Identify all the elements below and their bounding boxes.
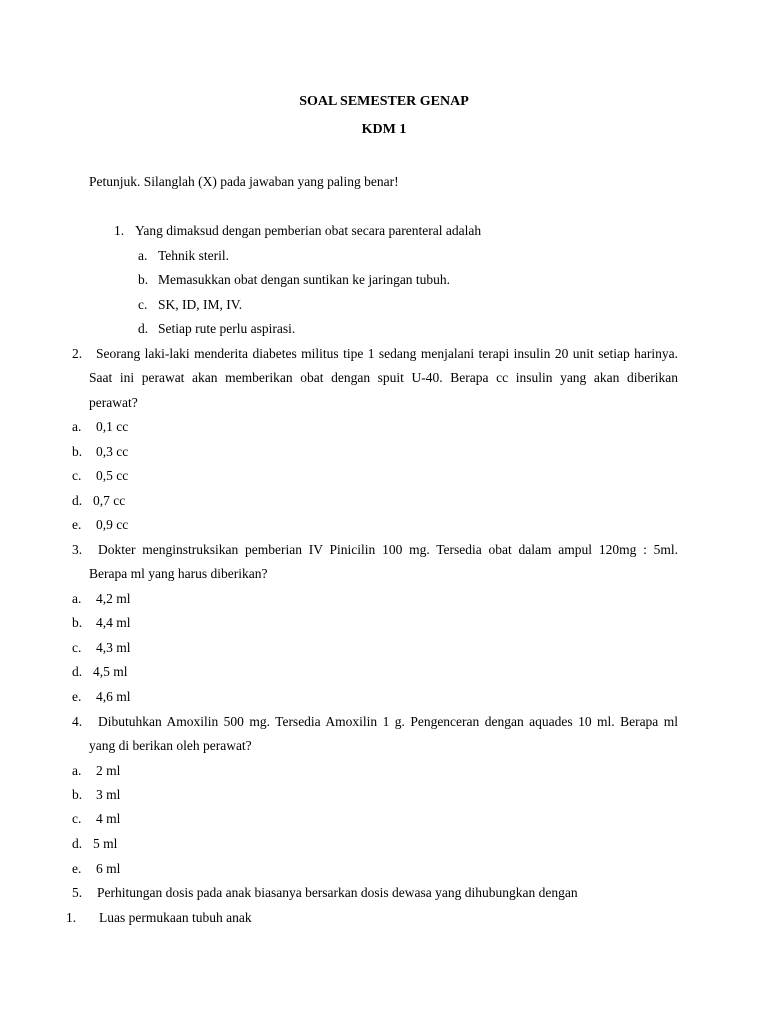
q3-option-letter: e. [72, 689, 82, 704]
q2-option-text: 0,1 cc [96, 419, 129, 434]
q2-option-text: 0,7 cc [93, 493, 126, 508]
q2-option-text: 0,3 cc [96, 444, 129, 459]
q2-text-line-3: perawat? [89, 395, 138, 410]
q3-option-letter: a. [72, 591, 82, 606]
q3-option-text: 4,2 ml [96, 591, 131, 606]
q1-number: 1. [114, 223, 125, 238]
q3-text-line-1: Dokter menginstruksikan pemberian IV Pinicilin 100 mg. Tersedia obat dalam ampul 120mg : 5ml. [98, 542, 678, 557]
page-title: SOAL SEMESTER GENAP [299, 94, 469, 109]
q1-option-letter: a. [138, 248, 148, 263]
q1-option-text: SK, ID, IM, IV. [158, 297, 243, 312]
q4-option-letter: e. [72, 861, 82, 876]
q4-option-text: 6 ml [96, 861, 121, 876]
q2-option-letter: a. [72, 419, 82, 434]
q1-option-letter: c. [138, 297, 148, 312]
q4-text-line-1: Dibutuhkan Amoxilin 500 mg. Tersedia Amoxilin 1 g. Pengenceran dengan aquades 10 ml. Berapa ml [98, 714, 678, 729]
q1-option-text: Memasukkan obat dengan suntikan ke jaringan tubuh. [158, 272, 451, 287]
q2-option-letter: d. [72, 493, 83, 508]
q3-number: 3. [72, 542, 83, 557]
q2-option-letter: b. [72, 444, 83, 459]
q4-option-text: 2 ml [96, 763, 121, 778]
q5-text: Perhitungan dosis pada anak biasanya bersarkan dosis dewasa yang dihubungkan dengan [97, 885, 578, 900]
q2-option-letter: c. [72, 468, 82, 483]
q4-option-text: 4 ml [96, 811, 121, 826]
q1-option-text: Setiap rute perlu aspirasi. [158, 321, 296, 336]
q4-text-line-2: yang di berikan oleh perawat? [89, 738, 252, 753]
page-subtitle: KDM 1 [361, 122, 407, 137]
q3-option-text: 4,3 ml [96, 640, 131, 655]
q1-text: Yang dimaksud dengan pemberian obat secara parenteral adalah [135, 223, 482, 238]
q1-option-text: Tehnik steril. [158, 248, 230, 263]
instruction-text: Petunjuk. Silanglah (X) pada jawaban yang paling benar! [89, 174, 399, 189]
q1-option-letter: d. [138, 321, 149, 336]
q4-option-text: 5 ml [93, 836, 118, 851]
q3-option-letter: c. [72, 640, 82, 655]
q4-option-letter: c. [72, 811, 82, 826]
q3-option-letter: d. [72, 664, 83, 679]
q3-option-text: 4,4 ml [96, 615, 131, 630]
q2-option-text: 0,9 cc [96, 517, 129, 532]
q4-number: 4. [72, 714, 83, 729]
q3-option-text: 4,6 ml [96, 689, 131, 704]
q4-option-letter: b. [72, 787, 83, 802]
q2-option-letter: e. [72, 517, 82, 532]
q2-option-text: 0,5 cc [96, 468, 129, 483]
q2-text-line-2: Saat ini perawat akan memberikan obat dengan spuit U-40. Berapa cc insulin yang akan diberikan [89, 370, 678, 385]
q3-option-text: 4,5 ml [93, 664, 128, 679]
q2-number: 2. [72, 346, 83, 361]
q4-option-letter: d. [72, 836, 83, 851]
q4-option-text: 3 ml [96, 787, 121, 802]
q1-option-letter: b. [138, 272, 149, 287]
q2-text-line-1: Seorang laki-laki menderita diabetes militus tipe 1 sedang menjalani terapi insulin 20 unit setiap harinya. [96, 346, 678, 361]
q3-text-line-2: Berapa ml yang harus diberikan? [89, 566, 268, 581]
q5-number: 5. [72, 885, 83, 900]
q3-option-letter: b. [72, 615, 83, 630]
q4-option-letter: a. [72, 763, 82, 778]
q5-option-number: 1. [66, 910, 77, 925]
q5-option-text: Luas permukaan tubuh anak [99, 910, 252, 925]
